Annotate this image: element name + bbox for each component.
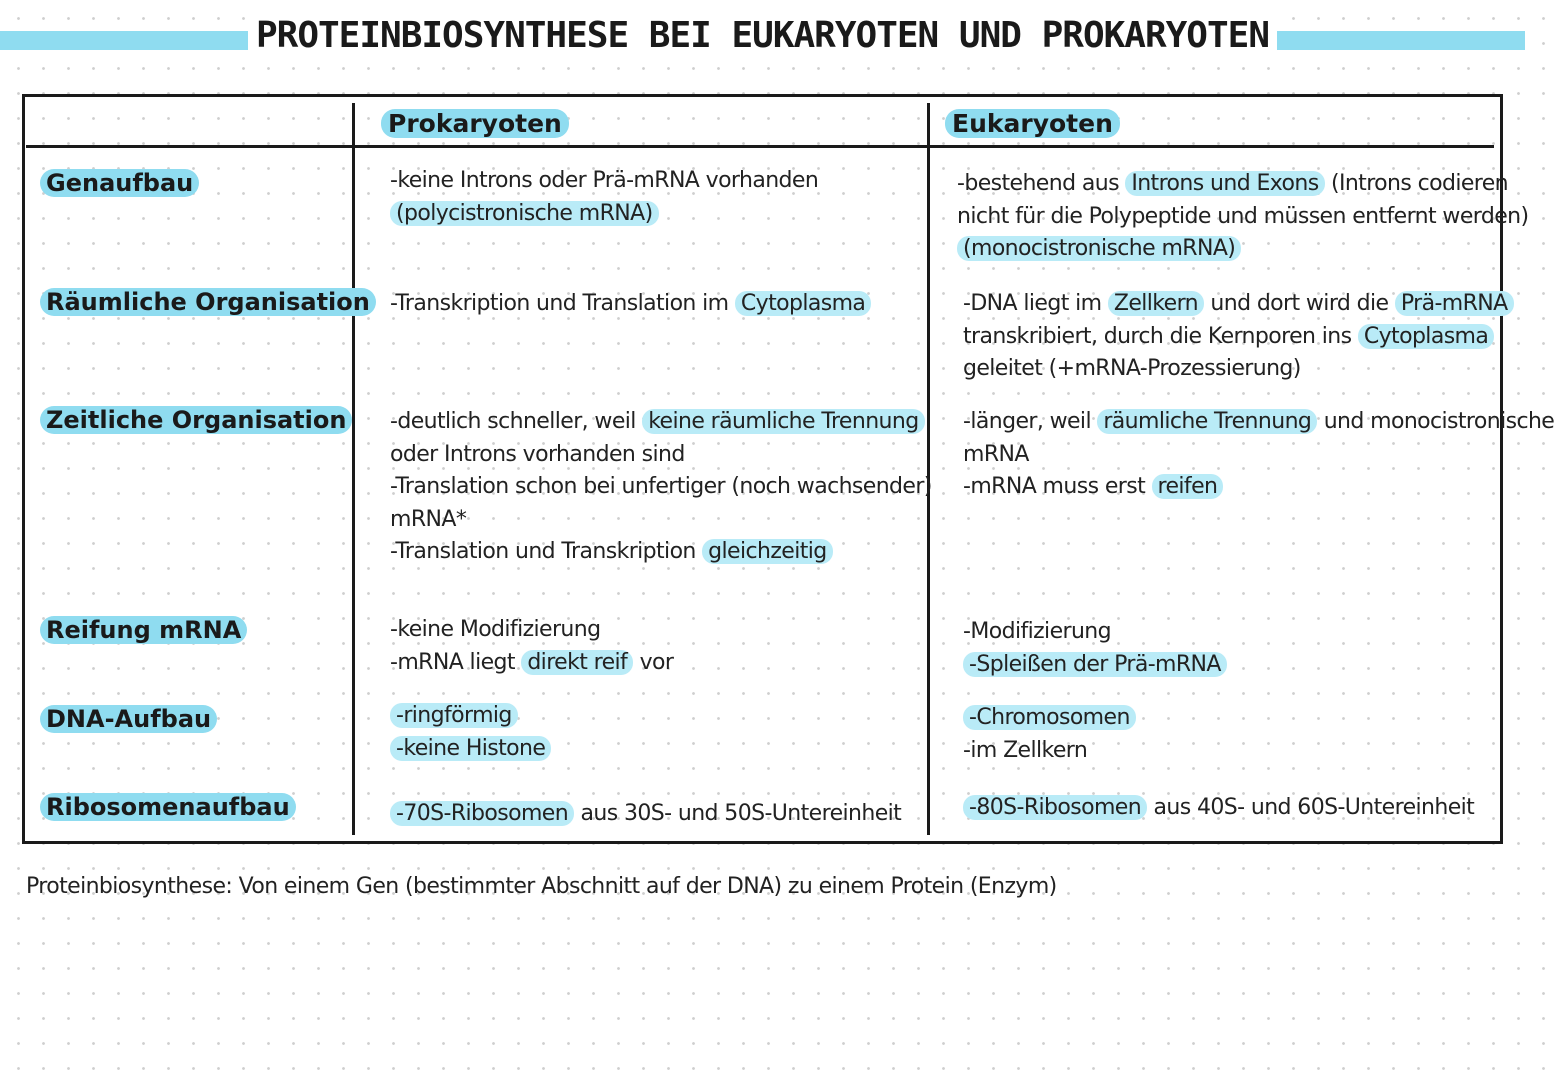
cell-dna-eukaryoten: -Chromosomen -im Zellkern — [963, 702, 1136, 767]
cell-reifung-prokaryoten: -keine Modifizierung -mRNA liegt direkt reif vor — [390, 617, 674, 675]
column-header-prokaryoten: Prokaryoten — [381, 108, 569, 140]
header-divider — [26, 145, 1494, 148]
cell-zeitlich-prokaryoten: -deutlich schneller, weil keine räumliche Trennung oder Introns vorhanden sind -Translation schon bei unfertiger (noch wachsender) mRNA* -Translation und Transkription gleichzeitig — [390, 409, 932, 564]
row-label-raeumliche-organisation: Räumliche Organisation — [40, 286, 376, 318]
row-label-reifung-mrna: Reifung mRNA — [40, 614, 247, 646]
row-label-ribosomenaufbau: Ribosomenaufbau — [40, 791, 296, 823]
cell-reifung-eukaryoten: -Modifizierung -Spleißen der Prä-mRNA — [963, 616, 1227, 681]
column-header-eukaryoten: Eukaryoten — [945, 108, 1120, 140]
cell-ribo-eukaryoten: -80S-Ribosomen aus 40S- und 60S-Untereinheit — [963, 792, 1474, 825]
row-label-zeitliche-organisation: Zeitliche Organisation — [40, 404, 352, 436]
column-divider-1 — [352, 103, 355, 835]
row-label-dna-aufbau: DNA-Aufbau — [40, 703, 217, 735]
cell-dna-prokaryoten: -ringförmig -keine Histone — [390, 700, 551, 765]
cell-genaufbau-prokaryoten: -keine Introns oder Prä-mRNA vorhanden (polycistronische mRNA) — [390, 168, 819, 226]
cell-ribo-prokaryoten: -70S-Ribosomen aus 30S- und 50S-Untereinheit — [390, 798, 901, 831]
footer-definition: Proteinbiosynthese: Von einem Gen (bestimmter Abschnitt auf der DNA) zu einem Protein (Enzym) — [26, 874, 1057, 899]
page-title: PROTEINBIOSYNTHESE BEI EUKARYOTEN UND PROKARYOTEN — [0, 12, 1525, 60]
cell-zeitlich-eukaryoten: -länger, weil räumliche Trennung und monocistronische mRNA -mRNA muss erst reifen — [963, 409, 1554, 499]
row-label-genaufbau: Genaufbau — [40, 167, 199, 199]
cell-raeumlich-prokaryoten: -Transkription und Translation im Cytoplasma — [390, 288, 871, 321]
cell-raeumlich-eukaryoten: -DNA liegt im Zellkern und dort wird die Prä-mRNA transkribiert, durch die Kernporen ins Cytoplasma geleitet (+mRNA-Prozessierung) — [963, 288, 1514, 386]
cell-genaufbau-eukaryoten: -bestehend aus Introns und Exons (Introns codieren nicht für die Polypeptide und müssen entfernt werden) (monocistronische mRNA) — [957, 171, 1529, 261]
